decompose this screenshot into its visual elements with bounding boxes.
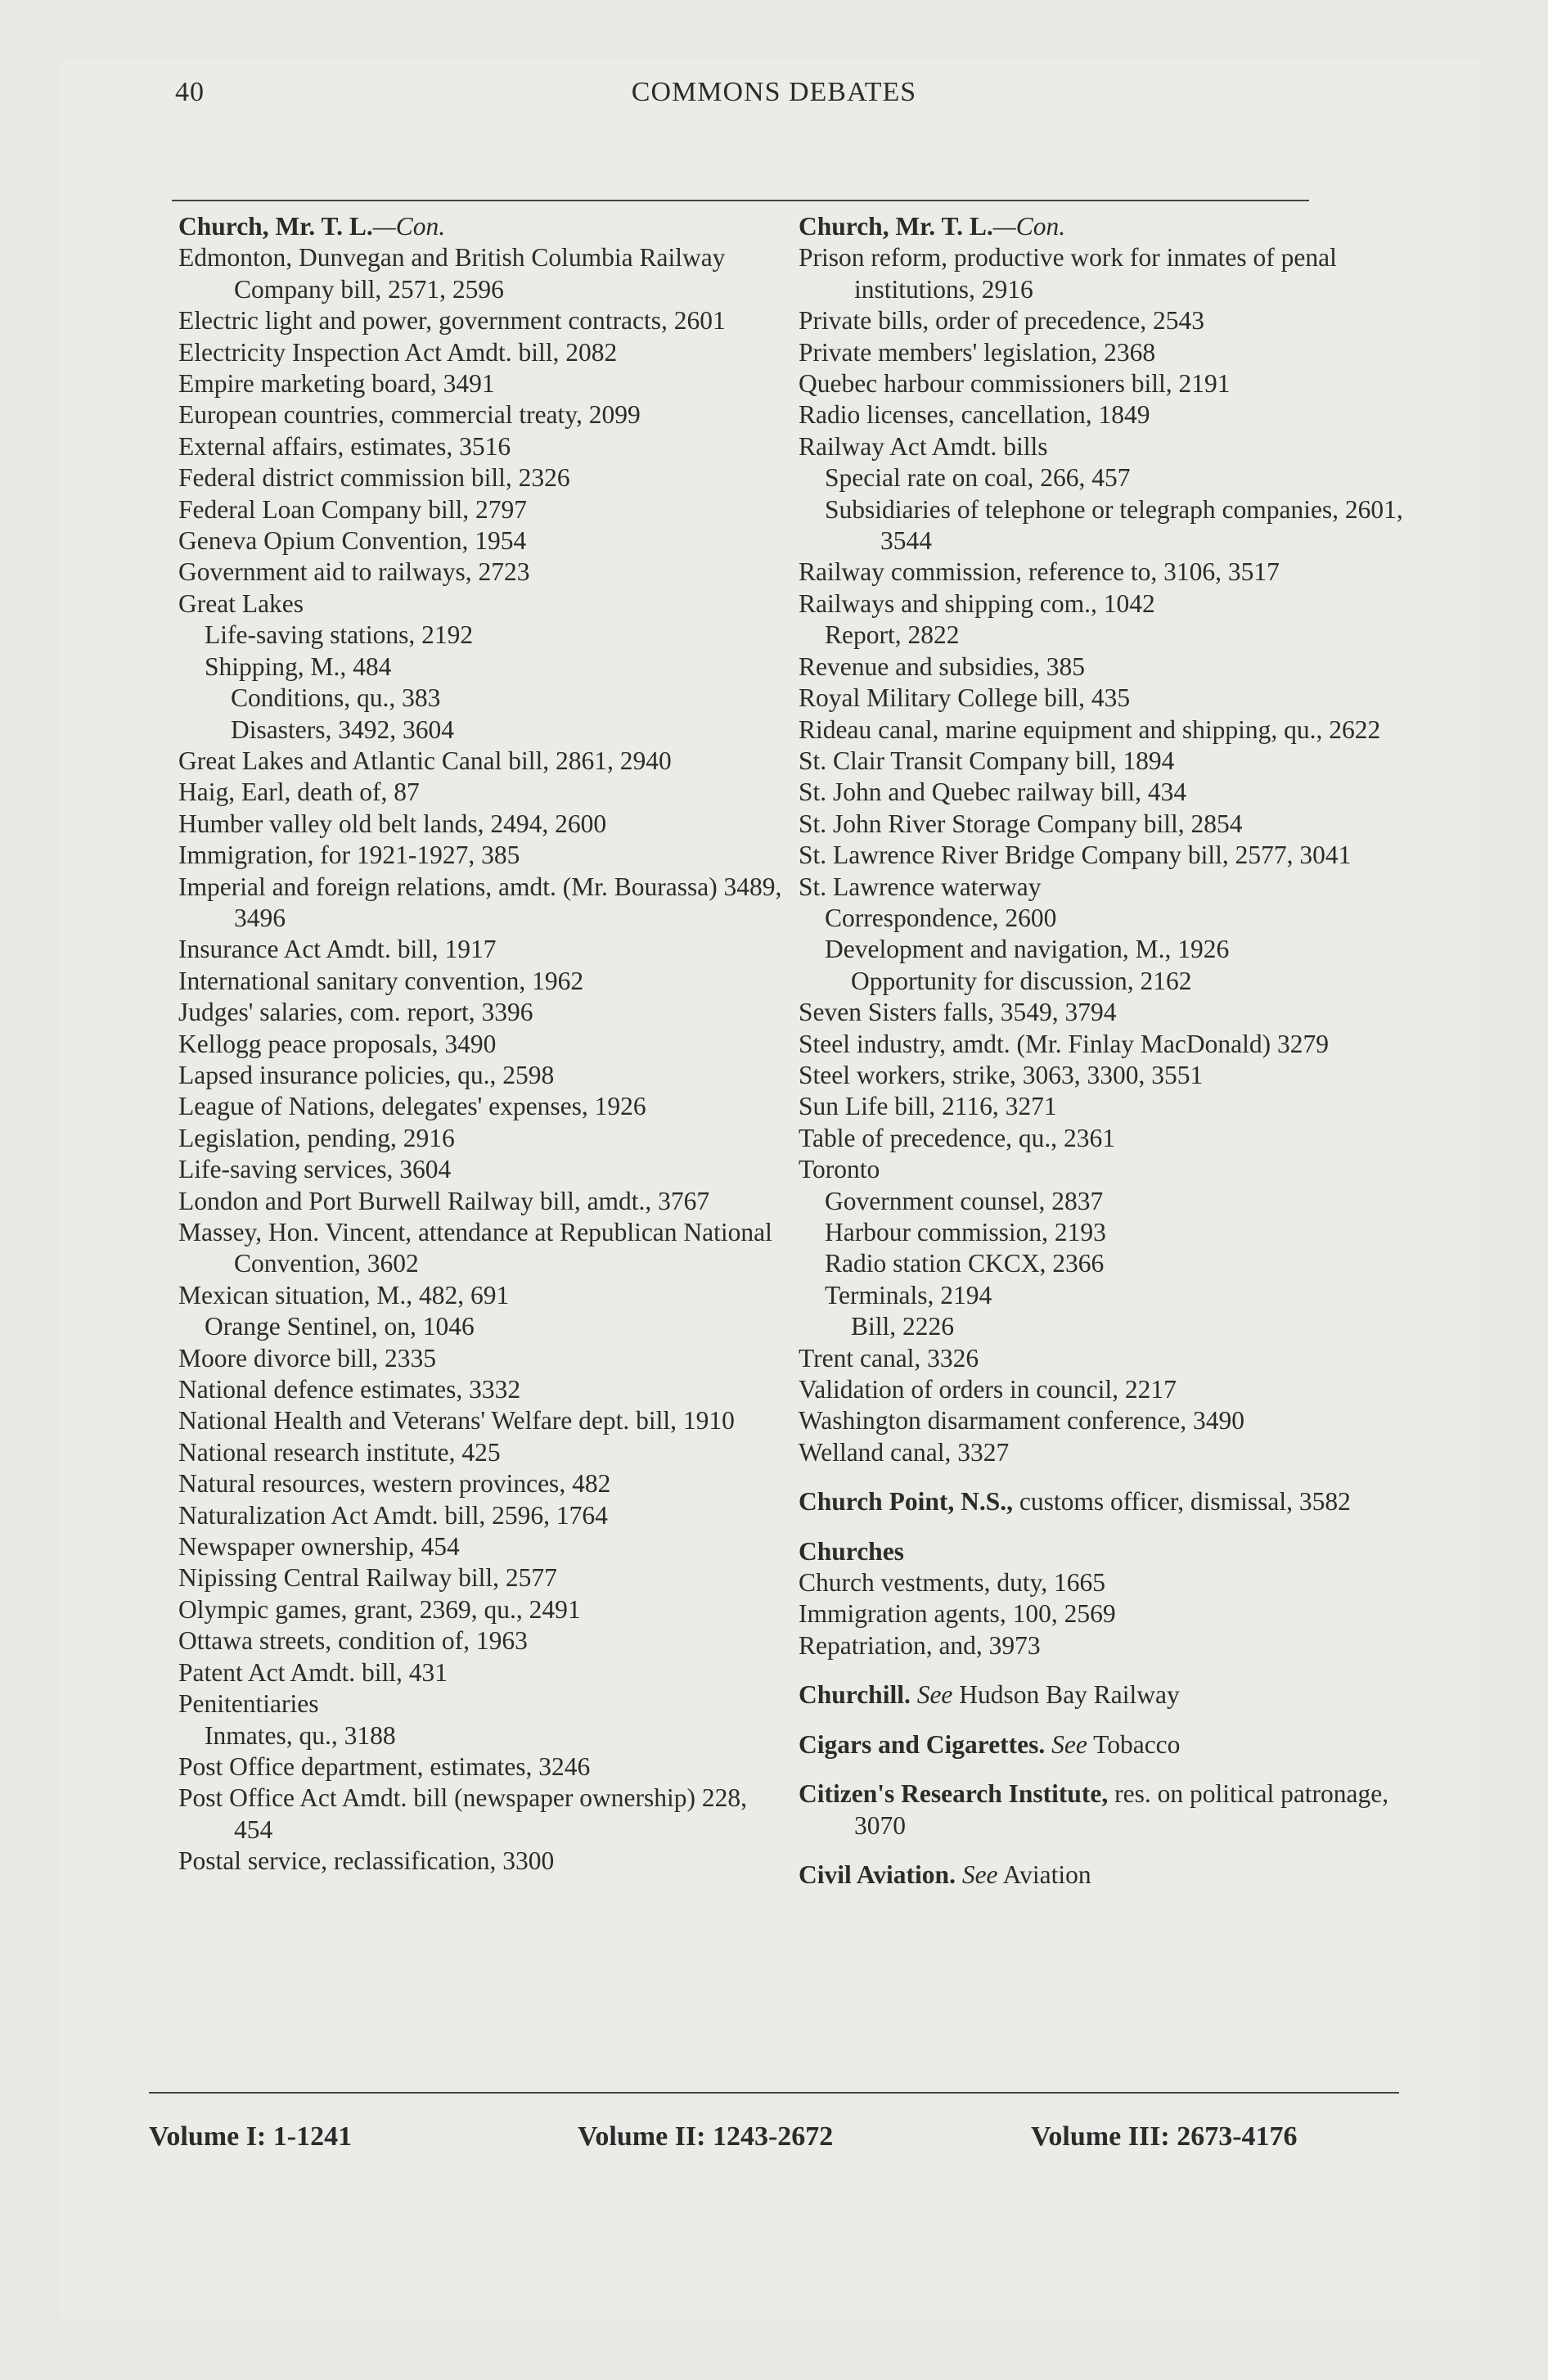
- index-entry: Sun Life bill, 2116, 3271: [799, 1092, 1057, 1121]
- column-heading: Church, Mr. T. L.—Con.: [799, 212, 1066, 241]
- right-column: [799, 211, 1437, 1891]
- index-entry: Olympic games, grant, 2369, qu., 2491: [178, 1594, 581, 1624]
- index-entry: Washington disarmament conference, 3490: [799, 1406, 1245, 1436]
- index-entry: Table of precedence, qu., 2361: [799, 1123, 1115, 1152]
- right-entries: [799, 242, 1437, 1468]
- index-entry: Great Lakes: [178, 588, 304, 618]
- index-entry: Quebec harbour commissioners bill, 2191: [799, 369, 1231, 399]
- index-entry: Welland canal, 3327: [799, 1437, 1010, 1467]
- index-entry: Correspondence, 2600: [825, 903, 1057, 932]
- index-entry: Edmonton, Dunvegan and British Columbia Railway Company bill, 2571, 2596: [178, 243, 726, 304]
- index-entry: Judges' salaries, com. report, 3396: [178, 998, 533, 1027]
- main-entry-text: Aviation: [997, 1859, 1091, 1889]
- index-entry: Post Office department, estimates, 3246: [178, 1751, 591, 1781]
- index-entry: Development and navigation, M., 1926: [825, 935, 1230, 964]
- main-entry-heading: Churches: [799, 1536, 904, 1566]
- index-entry: Federal district commission bill, 2326: [178, 463, 570, 493]
- running-title: COMMONS DEBATES: [631, 77, 917, 107]
- index-entry: Government counsel, 2837: [825, 1186, 1104, 1215]
- index-entry: Electric light and power, government contracts, 2601: [178, 306, 726, 336]
- volume-footer: [149, 2121, 1409, 2161]
- index-entry: Rideau canal, marine equipment and shipping, qu., 2622: [799, 714, 1381, 744]
- index-entry: League of Nations, delegates' expenses, 1926: [178, 1092, 646, 1121]
- index-entry: Revenue and subsidies, 385: [799, 651, 1085, 681]
- column-heading: Church, Mr. T. L.—Con.: [178, 212, 446, 241]
- index-entry: Shipping, M., 484: [205, 651, 392, 681]
- see-reference: See: [961, 1859, 998, 1889]
- index-entry: Electricity Inspection Act Amdt. bill, 2082: [178, 337, 618, 367]
- main-entry-text: customs officer, dismissal, 3582: [1012, 1487, 1351, 1517]
- page-header: [118, 77, 1430, 118]
- index-entry: Railway commission, reference to, 3106, 3517: [799, 557, 1280, 587]
- index-entry: Toronto: [799, 1155, 880, 1184]
- index-entry: Special rate on coal, 266, 457: [825, 463, 1131, 493]
- index-entry: Immigration, for 1921-1927, 385: [178, 841, 520, 870]
- index-entry: Naturalization Act Amdt. bill, 2596, 1764: [178, 1500, 608, 1530]
- index-entry: Conditions, qu., 383: [231, 683, 441, 713]
- index-entry: St. Lawrence River Bridge Company bill, 2577, 3041: [799, 841, 1352, 870]
- index-entry: Subsidiaries of telephone or telegraph companies, 2601, 3544: [825, 494, 1403, 556]
- index-entry: Radio licenses, cancellation, 1849: [799, 400, 1150, 430]
- index-entry: Massey, Hon. Vincent, attendance at Republican National Convention, 3602: [178, 1218, 772, 1278]
- index-entry: Government aid to railways, 2723: [178, 557, 530, 587]
- index-entry: External affairs, estimates, 3516: [178, 431, 511, 461]
- index-entry: Patent Act Amdt. bill, 431: [178, 1657, 448, 1687]
- right-main-entries: [799, 1468, 1437, 1891]
- index-entry: Newspaper ownership, 454: [178, 1532, 460, 1562]
- left-column: [178, 211, 784, 1877]
- index-entry: Steel industry, amdt. (Mr. Finlay MacDonald) 3279: [799, 1029, 1329, 1058]
- main-entry-text: res. on political patronage, 3070: [854, 1779, 1389, 1840]
- index-entry: Railways and shipping com., 1042: [799, 588, 1155, 618]
- index-entry: Lapsed insurance policies, qu., 2598: [178, 1060, 555, 1089]
- main-entry-heading: Civil Aviation.: [799, 1859, 956, 1889]
- index-entry: Mexican situation, M., 482, 691: [178, 1280, 510, 1309]
- see-reference: See: [1051, 1729, 1087, 1759]
- index-entry: Moore divorce bill, 2335: [178, 1343, 436, 1373]
- main-index-entry: [799, 1536, 1437, 1567]
- page-number: 40: [175, 77, 205, 107]
- main-index-entry: [799, 1679, 1437, 1711]
- index-entry: St. Clair Transit Company bill, 1894: [799, 746, 1175, 775]
- index-entry: Opportunity for discussion, 2162: [851, 966, 1192, 995]
- main-entry-heading: Churchill.: [799, 1680, 911, 1710]
- see-reference: See: [916, 1680, 953, 1710]
- index-entry: Terminals, 2194: [825, 1280, 992, 1309]
- index-entry: Insurance Act Amdt. bill, 1917: [178, 935, 497, 964]
- index-entry: Geneva Opium Convention, 1954: [178, 526, 527, 556]
- index-entry: National defence estimates, 3332: [178, 1375, 521, 1404]
- index-entry: Kellogg peace proposals, 3490: [178, 1029, 497, 1058]
- index-entry: Private bills, order of precedence, 2543: [799, 306, 1204, 336]
- index-entry: Railway Act Amdt. bills: [799, 431, 1048, 461]
- index-entry: Seven Sisters falls, 3549, 3794: [799, 998, 1117, 1027]
- index-subentry: Immigration agents, 100, 2569: [799, 1599, 1116, 1629]
- index-subentry: Repatriation, and, 3973: [799, 1630, 1041, 1660]
- index-entry: Orange Sentinel, on, 1046: [205, 1312, 475, 1341]
- index-entry: Disasters, 3492, 3604: [231, 714, 454, 744]
- index-entry: Imperial and foreign relations, amdt. (Mr. Bourassa) 3489, 3496: [178, 872, 782, 932]
- index-entry: Radio station CKCX, 2366: [825, 1249, 1105, 1278]
- main-entry-text: Tobacco: [1087, 1729, 1181, 1759]
- index-entry: Postal service, reclassification, 3300: [178, 1846, 555, 1876]
- main-index-entry: [799, 1486, 1437, 1517]
- index-entry: Nipissing Central Railway bill, 2577: [178, 1563, 557, 1593]
- index-entry: Legislation, pending, 2916: [178, 1123, 455, 1152]
- index-entry: London and Port Burwell Railway bill, amdt., 3767: [178, 1186, 710, 1215]
- volume-2-range: Volume II: 1243-2672: [578, 2121, 834, 2152]
- main-entry-heading: Church Point, N.S.,: [799, 1487, 1013, 1517]
- index-entry: St. John and Quebec railway bill, 434: [799, 778, 1187, 807]
- index-entry: Private members' legislation, 2368: [799, 337, 1156, 367]
- index-entry: Natural resources, western provinces, 482: [178, 1469, 611, 1499]
- index-entry: Trent canal, 3326: [799, 1343, 979, 1373]
- index-entry: National research institute, 425: [178, 1437, 501, 1467]
- index-entry: Life-saving services, 3604: [178, 1155, 452, 1184]
- index-entry: International sanitary convention, 1962: [178, 966, 584, 995]
- volume-3-range: Volume III: 2673-4176: [1031, 2121, 1298, 2152]
- index-entry: Steel workers, strike, 3063, 3300, 3551: [799, 1060, 1204, 1089]
- index-entry: Royal Military College bill, 435: [799, 683, 1131, 713]
- index-entry: Haig, Earl, death of, 87: [178, 778, 420, 807]
- index-entry: Bill, 2226: [851, 1312, 955, 1341]
- index-entry: Great Lakes and Atlantic Canal bill, 2861, 2940: [178, 746, 672, 775]
- left-entries: [178, 242, 784, 1877]
- index-entry: Validation of orders in council, 2217: [799, 1375, 1177, 1404]
- main-index-entry: [799, 1859, 1437, 1891]
- main-entry-text: Hudson Bay Railway: [952, 1680, 1180, 1710]
- index-entry: Report, 2822: [825, 620, 960, 650]
- index-entry: Life-saving stations, 2192: [205, 620, 474, 650]
- index-entry: Empire marketing board, 3491: [178, 369, 495, 399]
- main-entry-heading: Cigars and Cigarettes.: [799, 1729, 1046, 1759]
- index-entry: Prison reform, productive work for inmates of penal institutions, 2916: [799, 243, 1337, 304]
- main-index-entry: [799, 1778, 1437, 1841]
- index-entry: Humber valley old belt lands, 2494, 2600: [178, 809, 607, 838]
- index-entry: National Health and Veterans' Welfare dept. bill, 1910: [178, 1406, 735, 1436]
- index-entry: Penitentiaries: [178, 1689, 319, 1719]
- index-subentry: Church vestments, duty, 1665: [799, 1568, 1106, 1598]
- index-entry: European countries, commercial treaty, 2099: [178, 400, 641, 430]
- header-rule: [172, 200, 1309, 201]
- index-entry: Harbour commission, 2193: [825, 1218, 1106, 1246]
- index-entry: Federal Loan Company bill, 2797: [178, 494, 528, 524]
- index-entry: Ottawa streets, condition of, 1963: [178, 1626, 528, 1656]
- main-entry-heading: Citizen's Research Institute,: [799, 1779, 1109, 1809]
- main-index-entry: [799, 1729, 1437, 1760]
- footer-rule: [149, 2092, 1399, 2094]
- index-entry: Post Office Act Amdt. bill (newspaper ownership) 228, 454: [178, 1783, 747, 1844]
- index-entry: St. John River Storage Company bill, 2854: [799, 809, 1243, 838]
- index-entry: Inmates, qu., 3188: [205, 1720, 396, 1750]
- index-entry: St. Lawrence waterway: [799, 872, 1042, 901]
- volume-1-range: Volume I: 1-1241: [149, 2121, 353, 2152]
